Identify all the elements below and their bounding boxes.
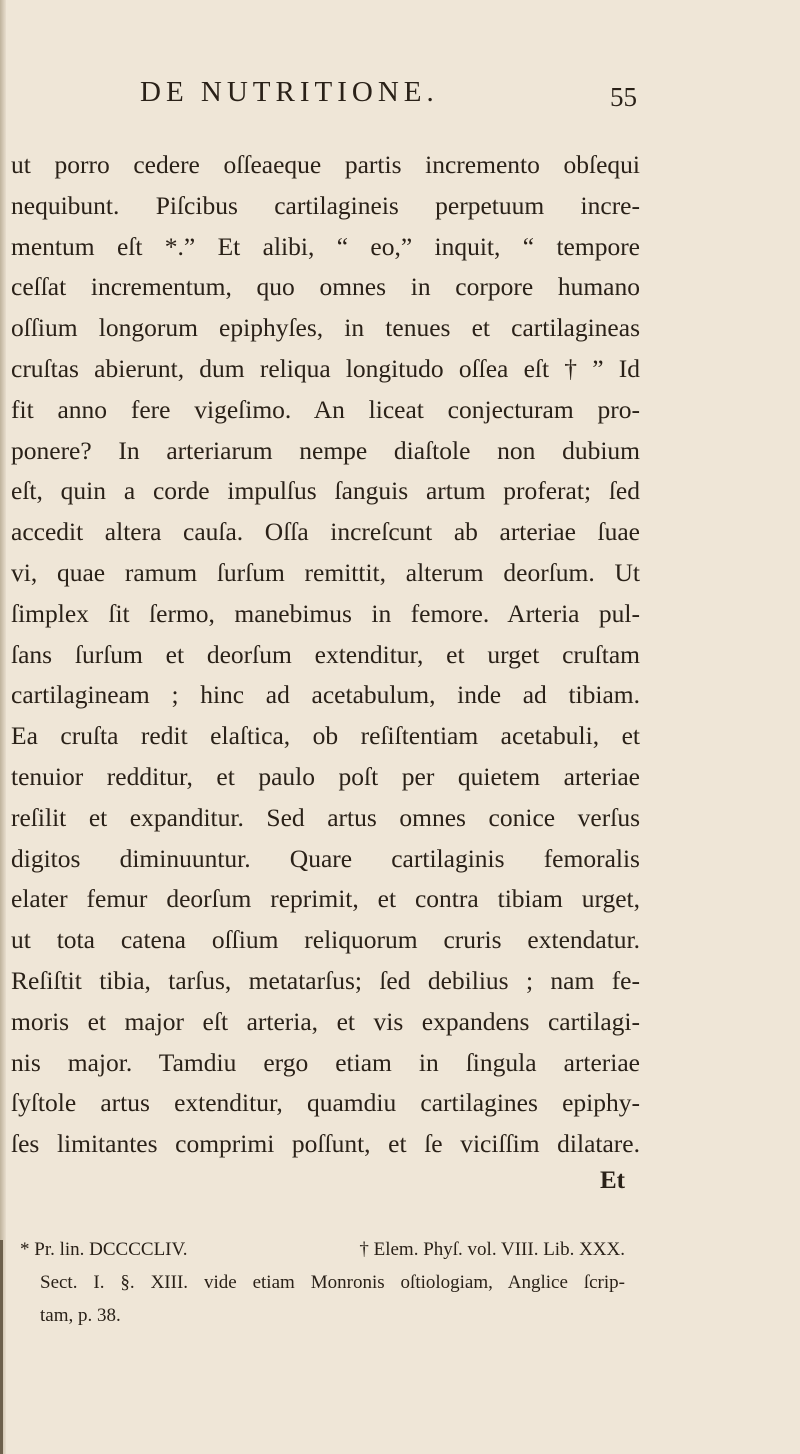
text-line-content: ponere? In arteriarum nempe diaſtole non dubium [11,435,640,465]
text-line [11,635,640,676]
text-line-content: moris et major eſt arteria, et vis expandens cartilagi- [11,1006,640,1036]
text-line-content: nis major. Tamdiu ergo etiam in ſingula arteriae [11,1047,640,1077]
footnotes [20,1233,625,1332]
text-line-content: digitos diminuuntur. Quare cartilaginis femoralis [11,843,640,873]
text-line-content: fit anno fere vigeſimo. An liceat conjecturam pro- [11,394,640,424]
text-line [11,1043,640,1084]
text-line-content: ut tota catena oſſium reliquorum cruris extendatur. [11,925,640,955]
footnote-asterisk: * Pr. lin. DCCCCLIV. [20,1239,188,1260]
footnote-dagger: † Elem. Phyſ. vol. VIII. Lib. XXX. [359,1239,625,1260]
text-line [11,227,640,268]
text-line [11,879,640,920]
catchword: Et [600,1167,625,1194]
text-line-content: nequibunt. Piſcibus cartilagineis perpetuum incre- [11,190,640,220]
text-line-content: oſſium longorum epiphyſes, in tenues et cartilagineas [11,313,640,343]
text-line [11,431,640,472]
page-edge-shadow [0,0,6,1454]
text-line-content: ut porro cedere oſſeaeque partis incremento obſequi [11,150,640,179]
text-line-content: ſimplex ſit ſermo, manebimus in femore. Arteria pul- [11,598,640,628]
text-line-content: Ea cruſta redit elaſtica, ob reſiſtentiam acetabuli, et [11,721,640,751]
text-line [11,920,640,961]
text-line-content: tenuior redditur, et paulo poſt per quietem arteriae [11,761,640,791]
text-line [11,716,640,757]
text-line [11,1083,640,1124]
text-line-content: cartilagineam ; hinc ad acetabulum, inde ad tibiam. [11,680,640,710]
text-line [11,349,640,390]
text-line [11,798,640,839]
text-line [11,267,640,308]
running-header [0,76,800,120]
text-line [11,757,640,798]
text-line-content: mentum eſt *.” Et alibi, “ eo,” inquit, “ tempore [11,231,640,261]
page-binding-edge [0,1240,3,1454]
text-line-content: elater femur deorſum reprimit, et contra tibiam urget, [11,884,640,914]
text-line [11,961,640,1002]
text-line [11,512,640,553]
footnote-line [20,1233,625,1266]
text-line [11,308,640,349]
text-line [11,553,640,594]
text-line [11,675,640,716]
text-line [11,145,640,186]
text-line-content: Reſiſtit tibia, tarſus, metatarſus; ſed debilius ; nam fe- [11,965,640,995]
text-line-content: ſyſtole artus extenditur, quamdiu cartilagines epiphy- [11,1088,640,1118]
text-line-content: accedit altera cauſa. Oſſa increſcunt ab arteriae ſuae [11,517,640,547]
text-line [11,1002,640,1043]
page-number: 55 [610,82,637,112]
text-line-content: eſt, quin a corde impulſus ſanguis artum proferat; ſed [11,476,640,506]
text-line-content: ceſſat incrementum, quo omnes in corpore humano [11,272,640,302]
text-line [11,186,640,227]
footnote-line [20,1266,625,1299]
running-title: DE NUTRITIONE. [140,76,439,108]
text-line-content: vi, quae ramum ſurſum remittit, alterum deorſum. Ut [11,557,640,587]
text-line-content: ſans ſurſum et deorſum extenditur, et urget cruſtam [11,639,640,669]
text-line [11,1124,640,1165]
text-line [11,839,640,880]
text-line-content: reſilit et expanditur. Sed artus omnes conice verſus [11,802,640,832]
footnote-line: tam, p. 38. [40,1305,121,1326]
footnote-text: Sect. I. §. XIII. vide etiam Monronis oſtiologiam, Anglice ſcrip- [40,1272,625,1293]
text-line [11,390,640,431]
text-line [11,471,640,512]
text-line-content: cruſtas abierunt, dum reliqua longitudo oſſea eſt † ” Id [11,353,640,383]
text-line-content: ſes limitantes comprimi poſſunt, et ſe viciſſim dilatare. [11,1129,640,1159]
text-line [11,594,640,635]
body-text [11,145,640,1165]
